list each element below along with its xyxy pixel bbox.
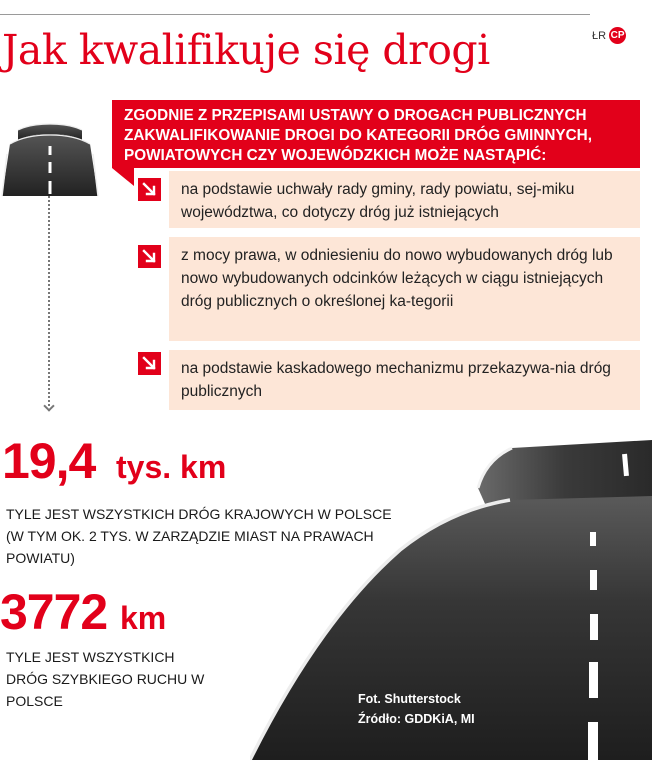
stat-number: 19,4 [2,433,96,489]
photo-credit-label: Fot. Shutterstock [358,692,461,706]
banner-tail [112,168,134,186]
photo-credit [358,689,475,729]
dotted-connector [48,196,50,406]
logo-icon [609,27,626,44]
author-initials: ŁR [592,29,607,42]
page-title: Jak kwalifikuje się drogi [2,26,490,74]
credit [592,27,626,44]
stat-number: 3772 [0,584,108,640]
arrow-down-right-icon [138,245,161,268]
arrow-down-right-icon [138,352,161,375]
arrow-down-right-icon [138,178,161,201]
stat-unit: tys. km [116,449,227,485]
mini-road-icon [0,104,100,200]
connector-arrow-icon [43,400,54,411]
list-item: z mocy prawa, w odniesieniu do nowo wybudowanych dróg lub nowo wybudowanych odcinków leżących w ciągu istniejących dróg publicznych o określonej ka-tegorii [169,237,640,341]
stat-unit: km [120,600,167,636]
list-item: na podstawie uchwały rady gminy, rady powiatu, sej-miku województwa, co dotyczy dróg już istniejących [169,171,640,228]
list-item: na podstawie kaskadowego mechanizmu przekazywa-nia dróg publicznych [169,350,640,410]
top-rule [0,14,590,15]
stat-description: TYLE JEST WSZYSTKICH DRÓG SZYBKIEGO RUCHU W POLSCE [6,649,205,709]
source-label: Źródło: GDDKiA, MI [358,712,475,726]
stat-description: TYLE JEST WSZYSTKICH DRÓG KRAJOWYCH W POLSCE (W TYM OK. 2 TYS. W ZARZĄDZIE MIAST NA PRAWACH POWIATU) [6,506,392,566]
logo-text: CP [610,30,625,41]
intro-banner: ZGODNIE Z PRZEPISAMI USTAWY O DROGACH PUBLICZNYCH ZAKWALIFIKOWANIE DROGI DO KATEGORII DRÓG GMINNYCH, POWIATOWYCH CZY WOJEWÓDZKICH MOŻE NASTĄPIĆ: [112,100,640,168]
